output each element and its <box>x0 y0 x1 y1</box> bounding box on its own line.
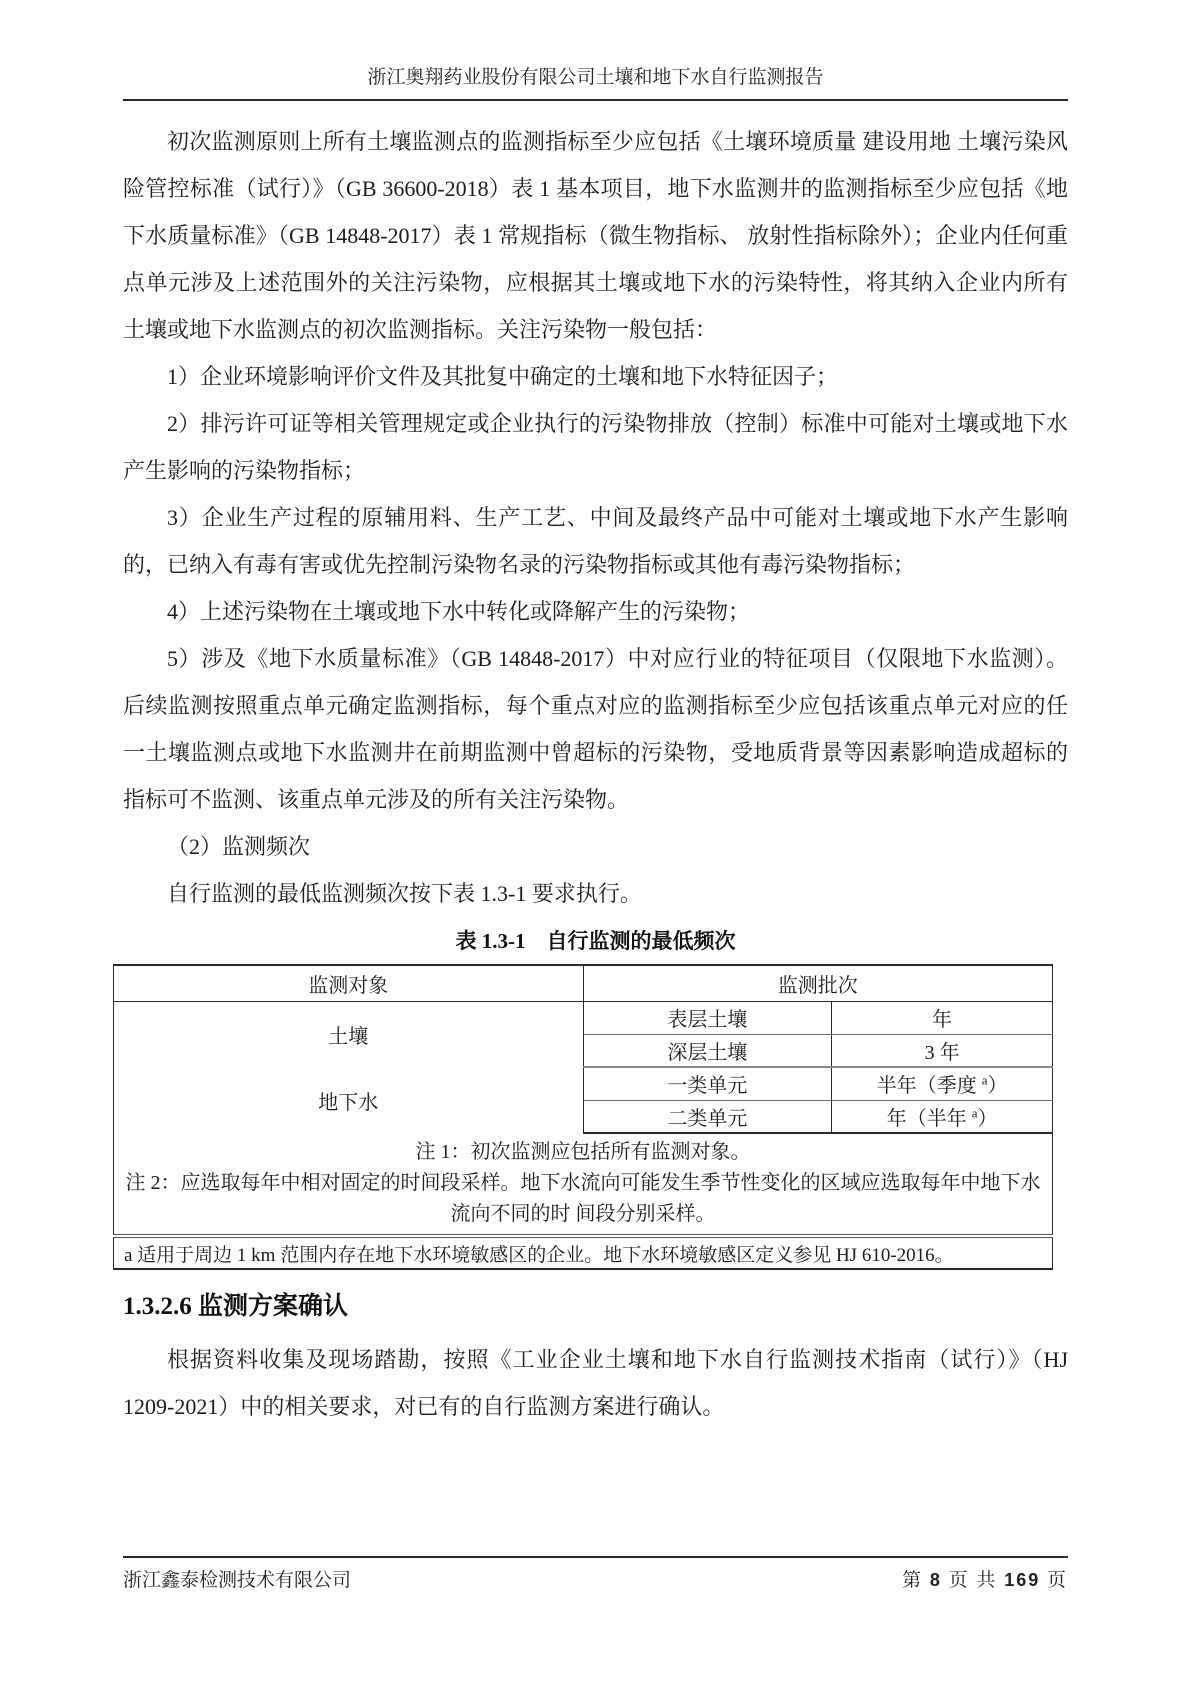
footer-page-indicator: 第 8 页 共 169 页 <box>902 1570 1068 1591</box>
list-item-2: 2）排污许可证等相关管理规定或企业执行的污染物排放（控制）标准中可能对土壤或地下水产生影响的污染物指标； <box>123 411 1068 483</box>
running-header-title: 浙江奥翔药业股份有限公司土壤和地下水自行监测报告 <box>367 67 824 88</box>
cell-sub-surface-soil: 表层土壤 <box>583 1001 832 1034</box>
header-cell-batch: 监测批次 <box>583 965 1053 1001</box>
cell-freq-class2-unit: 年（半年 $^a$） <box>832 1100 1053 1133</box>
section-heading-1-3-2-6: 1.3.2.6 监测方案确认 <box>123 1293 349 1320</box>
table-row <box>114 1001 1053 1034</box>
footer-company-name: 浙江鑫泰检测技术有限公司 <box>123 1570 352 1591</box>
cell-sub-deep-soil: 深层土壤 <box>583 1034 832 1067</box>
table-footnote-a: a 适用于周边 1 km 范围内存在地下水环境敏感区的企业。地下水环境敏感区定义参见 HJ 610-2016。 <box>114 1236 1053 1269</box>
footnote-marker: a <box>981 1072 988 1088</box>
table-header-row <box>114 965 1053 1001</box>
paragraph-plan-confirmation: 根据资料收集及现场踏勘，按照《工业企业土壤和地下水自行监测技术指南（试行）》（HJ 1209-2021）中的相关要求，对已有的自行监测方案进行确认。 <box>123 1347 1068 1419</box>
sub-heading-frequency: （2）监测频次 <box>167 834 311 859</box>
cell-sub-class2-unit: 二类单元 <box>583 1100 832 1133</box>
table-title: 表 1.3-1 自行监测的最低频次 <box>455 929 736 953</box>
footnote-marker: a <box>971 1105 978 1121</box>
list-item-4: 4）上述污染物在土壤或地下水中转化或降解产生的污染物； <box>167 599 751 624</box>
table-row <box>114 1067 1053 1100</box>
current-page-number: 8 <box>929 1570 942 1590</box>
cell-object-soil: 土壤 <box>114 1001 584 1067</box>
table-note-2: 注 2：应选取每年中相对固定的时间段采样。地下水流向可能发生季节性变化的区域应选取每年中地下水流向不同的时 间段分别采样。 <box>125 1172 1041 1225</box>
cell-freq-class1-unit: 半年（季度 $^a$） <box>832 1067 1053 1100</box>
table-notes-row <box>114 1133 1053 1236</box>
monitoring-frequency-table <box>113 964 1053 1270</box>
paragraph-initial-monitoring: 初次监测原则上所有土壤监测点的监测指标至少应包括《土壤环境质量 建设用地 土壤污染风险管控标准（试行）》（GB 36600-2018）表 1 基本项目，地下水监测井的监测指标至少应包括《地下水质量标准》（GB 14848-2017）表 1 常规指标（微生物指标、 放射性指标除外）；企业内任何重点单元涉及上述范围外的关注污染物，应根据其土壤或地下水的污染特性，将其纳入企业内所有土壤或地下水监测点的初次监测指标。关注污染物一般包括： <box>123 129 1068 342</box>
cell-object-groundwater: 地下水 <box>114 1067 584 1133</box>
list-item-3: 3）企业生产过程的原辅用料、生产工艺、中间及最终产品中可能对土壤或地下水产生影响的，已纳入有毒有害或优先控制污染物名录的污染物指标或其他有毒污染物指标； <box>123 505 1068 577</box>
list-item-1: 1）企业环境影响评价文件及其批复中确定的土壤和地下水特征因子； <box>167 364 839 389</box>
total-page-number: 169 <box>1004 1570 1041 1590</box>
cell-freq-surface-soil: 年 <box>832 1001 1053 1034</box>
header-cell-object: 监测对象 <box>114 965 584 1001</box>
table-notes-cell <box>114 1133 1053 1236</box>
page-footer <box>123 1556 1068 1592</box>
list-item-5: 5）涉及《地下水质量标准》（GB 14848-2017）中对应行业的特征项目（仅限地下水监测）。后续监测按照重点单元确定监测指标，每个重点对应的监测指标至少应包括该重点单元对应的任一土壤监测点或地下水监测井在前期监测中曾超标的污染物，受地质背景等因素影响造成超标的指标可不监测、该重点单元涉及的所有关注污染物。 <box>123 646 1068 812</box>
cell-sub-class1-unit: 一类单元 <box>583 1067 832 1100</box>
table-footnote-row <box>114 1236 1053 1269</box>
cell-freq-deep-soil: 3 年 <box>832 1034 1053 1067</box>
table-note-1: 注 1：初次监测应包括所有监测对象。 <box>415 1141 751 1163</box>
page-content <box>123 118 1068 1430</box>
paragraph-frequency-intro: 自行监测的最低监测频次按下表 1.3-1 要求执行。 <box>167 881 642 906</box>
running-header <box>123 0 1068 101</box>
